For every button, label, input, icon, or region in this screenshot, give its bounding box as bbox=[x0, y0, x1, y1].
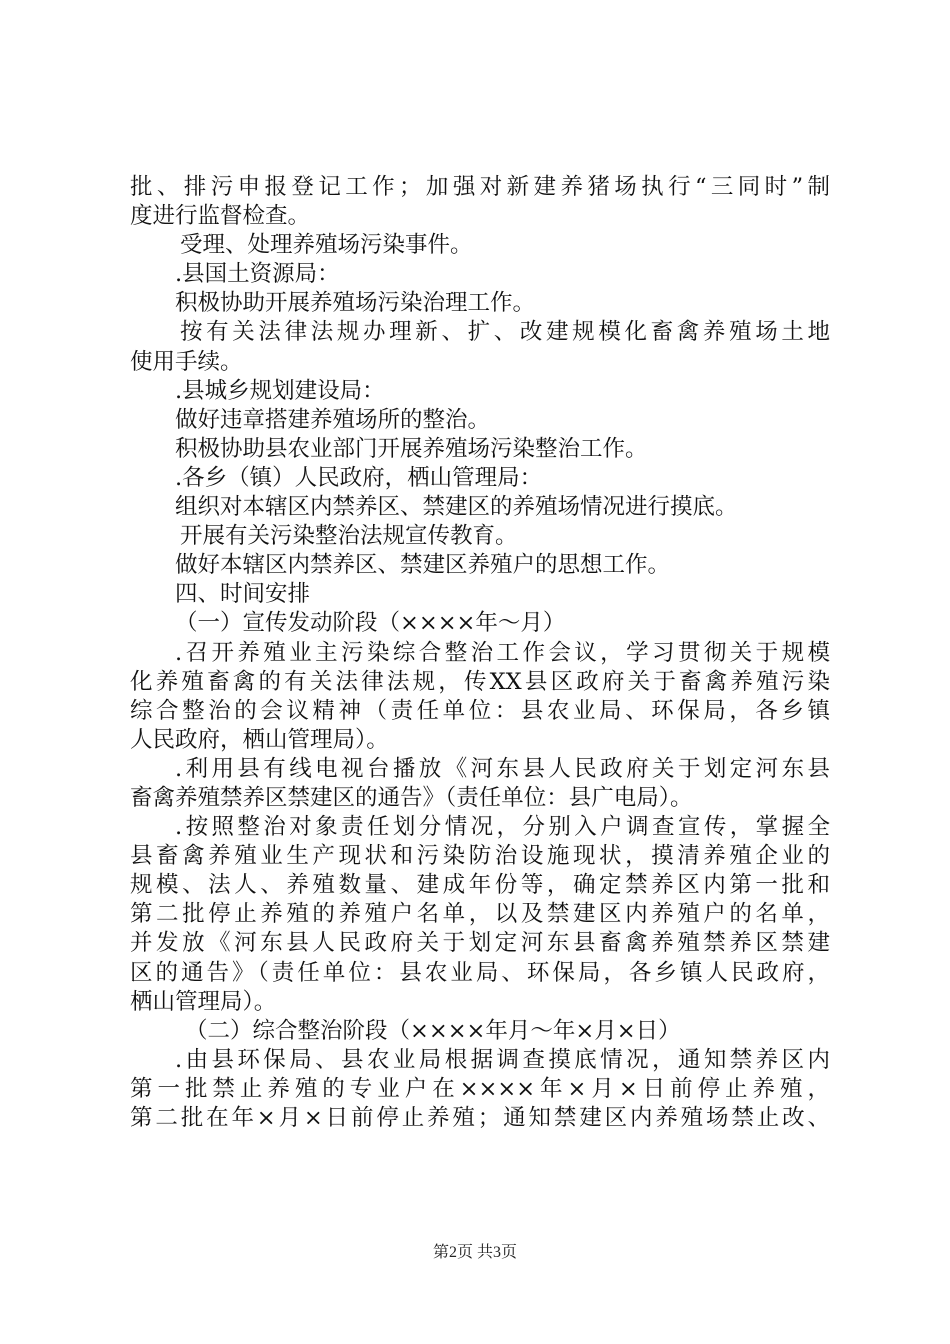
page-footer: 第2页 共3页 bbox=[432, 1244, 517, 1261]
text-line: .利用县有线电视台播放《河东县人民政府关于划定河东县 bbox=[175, 755, 830, 782]
text-line: 综合整治的会议精神（责任单位：县农业局、环保局，各乡镇 bbox=[130, 697, 830, 724]
text-line: 受理、处理养殖场污染事件。 bbox=[180, 232, 473, 259]
text-line: .县国土资源局： bbox=[175, 261, 340, 288]
text-line: .按照整治对象责任划分情况，分别入户调查宣传，掌握全 bbox=[175, 814, 830, 841]
text-line: 并发放《河东县人民政府关于划定河东县畜禽养殖禁养区禁建 bbox=[130, 930, 830, 957]
text-line: 第一批禁止养殖的专业户在××××年×月×日前停止养殖， bbox=[130, 1075, 830, 1102]
document-body bbox=[130, 173, 830, 1133]
text-line: （二）综合整治阶段（××××年月～年×月×日） bbox=[185, 1017, 681, 1044]
text-line: 积极协助县农业部门开展养殖场污染整治工作。 bbox=[175, 435, 648, 462]
text-line: .召开养殖业主污染综合整治工作会议，学习贯彻关于规模 bbox=[175, 639, 830, 666]
text-line: 做好本辖区内禁养区、禁建区养殖户的思想工作。 bbox=[175, 552, 671, 579]
text-line: 四、时间安排 bbox=[175, 581, 311, 608]
text-line: 县畜禽养殖业生产现状和污染防治设施现状，摸清养殖企业的 bbox=[130, 843, 830, 870]
text-line: 栖山管理局）。 bbox=[130, 988, 277, 1015]
text-line: 人民政府，栖山管理局）。 bbox=[130, 726, 389, 753]
text-line: 畜禽养殖禁养区禁建区的通告》（责任单位：县广电局）。 bbox=[130, 784, 693, 811]
text-line: （一）宣传发动阶段（××××年～月） bbox=[175, 610, 566, 637]
text-line: 组织对本辖区内禁养区、禁建区的养殖场情况进行摸底。 bbox=[175, 494, 738, 521]
text-line: 区的通告》（责任单位：县农业局、环保局，各乡镇人民政府， bbox=[130, 959, 830, 986]
text-line: 规模、法人、养殖数量、建成年份等，确定禁养区内第一批和 bbox=[130, 872, 830, 899]
text-line: 使用手续。 bbox=[130, 348, 243, 375]
text-line: 开展有关污染整治法规宣传教育。 bbox=[180, 523, 518, 550]
text-line: 化养殖畜禽的有关法律法规，传XX县区政府关于畜禽养殖污染 bbox=[130, 668, 830, 695]
text-line: 第二批停止养殖的养殖户名单，以及禁建区内养殖户的名单， bbox=[130, 901, 830, 928]
text-line: .县城乡规划建设局： bbox=[175, 377, 385, 404]
text-line: 第二批在年×月×日前停止养殖；通知禁建区内养殖场禁止改、 bbox=[130, 1105, 830, 1131]
text-line: .各乡（镇）人民政府，栖山管理局： bbox=[175, 464, 543, 491]
text-line: 按有关法律法规办理新、扩、改建规模化畜禽养殖场土地 bbox=[180, 319, 830, 346]
text-line: 度进行监督检查。 bbox=[130, 203, 311, 230]
text-line: 做好违章搭建养殖场所的整治。 bbox=[175, 406, 491, 433]
text-line: 批、排污申报登记工作；加强对新建养猪场执行“三同时”制 bbox=[130, 174, 830, 200]
text-line: 积极协助开展养殖场污染治理工作。 bbox=[175, 290, 536, 317]
text-line: .由县环保局、县农业局根据调查摸底情况，通知禁养区内 bbox=[175, 1046, 830, 1073]
